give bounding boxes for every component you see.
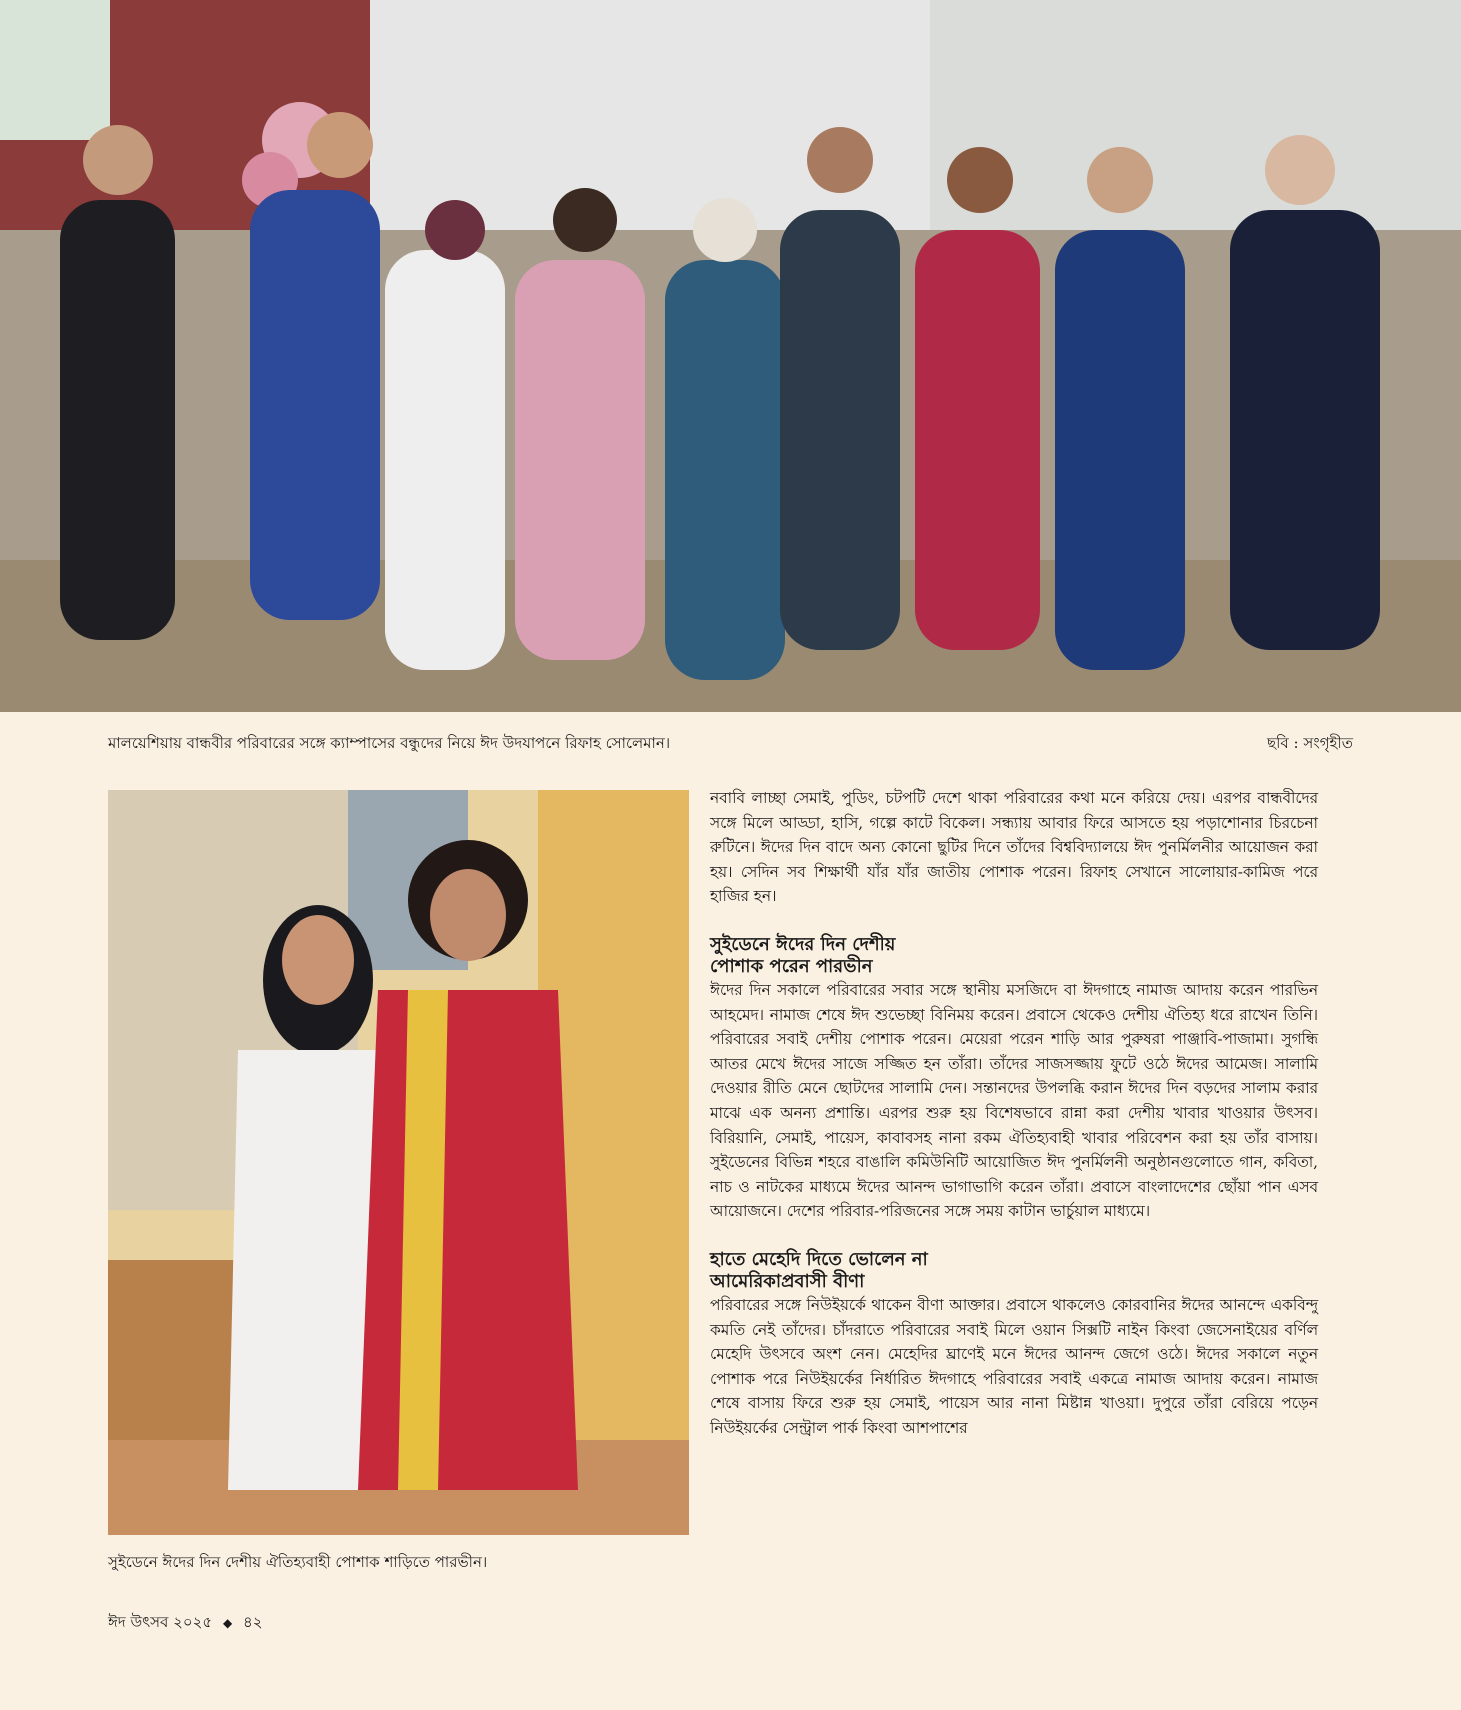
page-footer bbox=[108, 1612, 262, 1633]
section-heading-line: হাতে মেহেদি দিতে ভোলেন না bbox=[710, 1248, 928, 1270]
section-paragraph: পরিবারের সঙ্গে নিউইয়র্কে থাকেন বীণা আক্তার। প্রবাসে থাকলেও কোরবানির ঈদের আনন্দে একবিন্দু কমতি নেই তাঁদের। চাঁদরাতে পরিবারের সবাই মিলে ওয়ান সিক্সটি নাইন কিংবা জেসেনাইয়ের বর্ণিল মেহেদি উৎসবে অংশ নেন। মেহেদির ঘ্রাণেই মনে ঈদের আনন্দ জেগে ওঠে। ঈদের সকালে নতুন পোশাক পরে নিউইয়র্কের নির্ধারিত ঈদগাহে পরিবারের সবাই একত্রে নামাজ আদায় করেন। নামাজ শেষে বাসায় ফিরে শুরু হয় সেমাই, পায়েস আর নানা মিষ্টান্ন খাওয়া। দুপুরে তাঁরা বেরিয়ে পড়েন নিউইয়র্কের সেন্ট্রাল পার্ক কিংবা আশপাশের bbox=[710, 1295, 1318, 1437]
section-heading-line: সুইডেনে ঈদের দিন দেশীয় bbox=[710, 933, 896, 955]
section-sweden bbox=[710, 934, 1318, 1224]
publication-name: ঈদ উৎসব ২০২৫ bbox=[108, 1613, 213, 1631]
article-body bbox=[710, 786, 1318, 1440]
section-heading-line: আমেরিকাপ্রবাসী বীণা bbox=[710, 1270, 865, 1292]
saree-photo bbox=[108, 790, 689, 1535]
section-paragraph: ঈদের দিন সকালে পরিবারের সবার সঙ্গে স্থানীয় মসজিদে বা ঈদগাহে নামাজ আদায় করেন পারভিন আহমেদ। নামাজ শেষে ঈদ শুভেচ্ছা বিনিময় করেন। প্রবাসে থেকেও দেশীয় ঐতিহ্য ধরে রাখেন তিনি। পরিবারের সবাই দেশীয় পোশাক পরেন। মেয়েরা পরেন শাড়ি আর পুরুষরা পাঞ্জাবি-পাজামা। সুগন্ধি আতর মেখে ঈদের সাজে সজ্জিত হন তাঁরা। তাঁদের সাজসজ্জায় ফুটে ওঠে ঈদের আমেজ। সালামি দেওয়ার রীতি মেনে ছোটদের সালামি দেন। সন্তানদের উপলব্ধি করান ঈদের দিন বড়দের সালাম করার মাঝে এক অনন্য প্রশান্তি। এরপর শুরু হয় বিশেষভাবে রান্না করা দেশীয় খাবার খাওয়ার উৎসব। বিরিয়ানি, সেমাই, পায়েস, কাবাবসহ নানা রকম ঐতিহ্যবাহী খাবার পরিবেশন করা হয় তাঁর বাসায়। সুইডেনের বিভিন্ন শহরে বাঙালি কমিউনিটি আয়োজিত ঈদ পুনর্মিলনী অনুষ্ঠানগুলোতে গান, কবিতা, নাচ ও নাটকের মাধ্যমে ঈদের আনন্দ ভাগাভাগি করেন তাঁরা। প্রবাসে বাংলাদেশের ছোঁয়া পান এসব আয়োজনে। দেশের পরিবার-পরিজনের সঙ্গে সময় কাটান ভার্চুয়াল মাধ্যমে। bbox=[710, 980, 1318, 1221]
diamond-separator-icon: ◆ bbox=[222, 1616, 233, 1630]
photo-credit: ছবি : সংগৃহীত bbox=[1267, 734, 1353, 752]
intro-paragraph: নবাবি লাচ্ছা সেমাই, পুডিং, চটপটি দেশে থাকা পরিবারের কথা মনে করিয়ে দেয়। এরপর বান্ধবীদের সঙ্গে মিলে আড্ডা, হাসি, গল্পে কাটে বিকেল। সন্ধ্যায় আবার ফিরে আসতে হয় পড়াশোনার চিরচেনা রুটিনে। ঈদের দিন বাদে অন্য কোনো ছুটির দিনে তাঁদের বিশ্ববিদ্যালয়ে ঈদ পুনর্মিলনীর আয়োজন করা হয়। সেদিন সব শিক্ষার্থী যাঁর যাঁর জাতীয় পোশাক পরেন। রিফাহ সেখানে সালোয়ার-কামিজ পরে হাজির হন। bbox=[710, 789, 1318, 906]
section-america bbox=[710, 1249, 1318, 1441]
group-photo bbox=[0, 0, 1461, 712]
side-photo-caption: সুইডেনে ঈদের দিন দেশীয় ঐতিহ্যবাহী পোশাক শাড়িতে পারভীন। bbox=[108, 1553, 488, 1571]
section-heading-line: পোশাক পরেন পারভীন bbox=[710, 955, 873, 977]
page-number: ৪২ bbox=[242, 1613, 263, 1631]
top-photo-caption: মালয়েশিয়ায় বান্ধবীর পরিবারের সঙ্গে ক্যাম্পাসের বন্ধুদের নিয়ে ঈদ উদযাপনে রিফাহ সোলেমান। bbox=[108, 734, 671, 752]
